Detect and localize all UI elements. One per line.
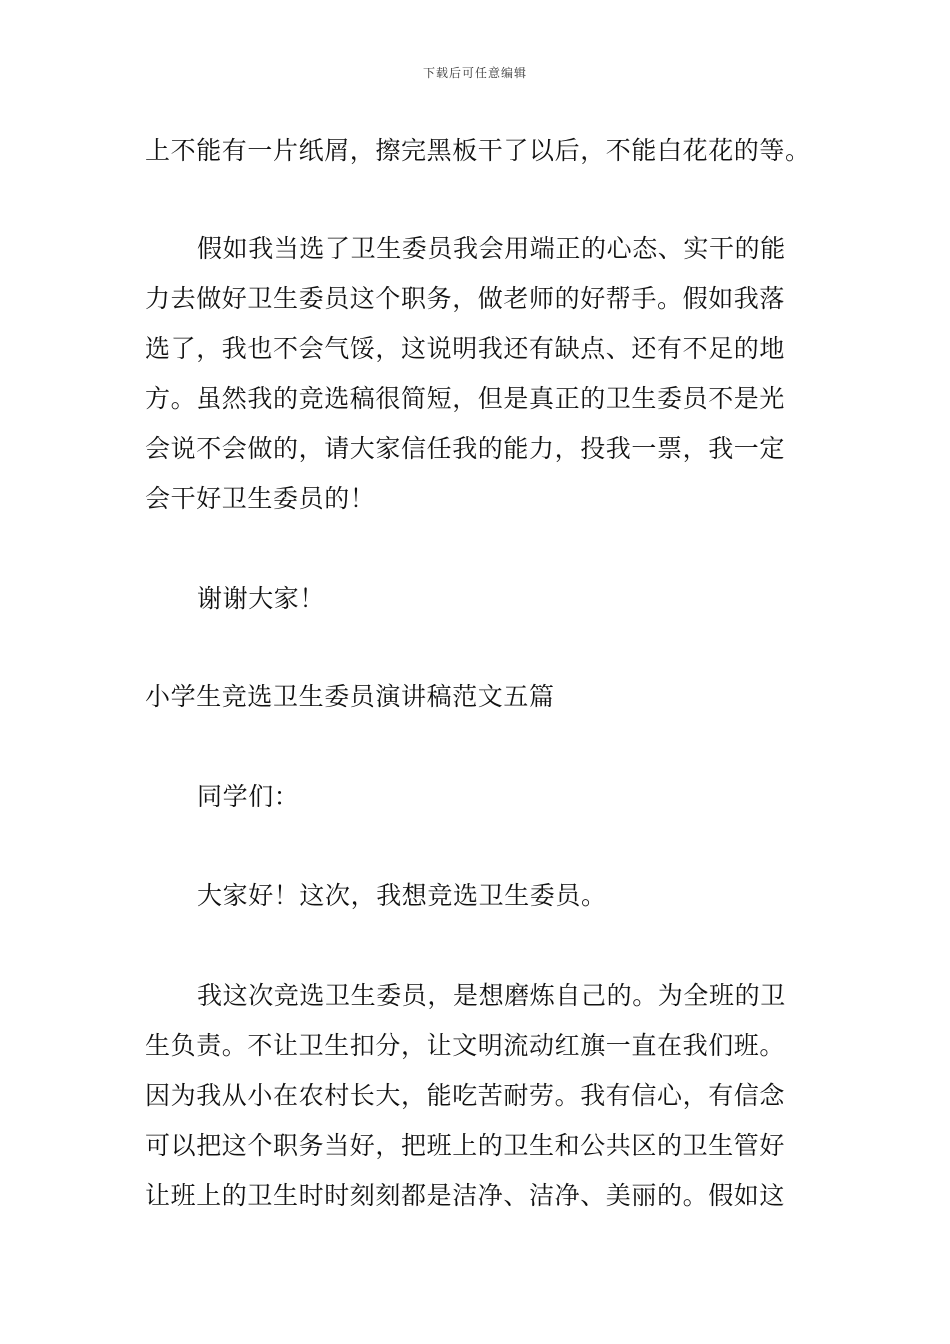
- text-line: 生负责。不让卫生扣分，让文明流动红旗一直在我们班。: [145, 1031, 786, 1060]
- text-line: 方。虽然我的竞选稿很简短，但是真正的卫生委员不是光: [145, 384, 786, 413]
- header-note: 下载后可任意编辑: [422, 66, 527, 80]
- text-line: 谢谢大家！: [197, 584, 326, 613]
- text-line: 假如我当选了卫生委员我会用端正的心态、实干的能: [197, 234, 786, 263]
- section-title-text: 小学生竞选卫生委员演讲稿范文五篇: [145, 682, 555, 711]
- text-line: 会干好卫生委员的！: [145, 484, 376, 513]
- text-line: 力去做好卫生委员这个职务，做老师的好帮手。假如我落: [145, 284, 786, 313]
- text-line: 会说不会做的，请大家信任我的能力，投我一票，我一定: [145, 434, 786, 463]
- paragraph-1: [145, 126, 810, 176]
- text-line: 让班上的卫生时时刻刻都是洁净、洁净、美丽的。假如这: [145, 1181, 786, 1210]
- paragraph-5: [145, 871, 810, 921]
- text-line: 选了，我也不会气馁，这说明我还有缺点、还有不足的地: [145, 334, 786, 363]
- paragraph-4: [145, 772, 810, 822]
- paragraph-3: [145, 574, 810, 624]
- text-line: 上不能有一片纸屑，擦完黑板干了以后，不能白花花的等。: [145, 136, 811, 165]
- text-line: 大家好！这次，我想竞选卫生委员。: [197, 881, 607, 910]
- text-line: 同学们：: [197, 782, 300, 811]
- paragraph-6: [145, 971, 810, 1221]
- text-line: 我这次竞选卫生委员，是想磨炼自己的。为全班的卫: [197, 981, 786, 1010]
- paragraph-2: [145, 224, 810, 524]
- text-line: 可以把这个职务当好，把班上的卫生和公共区的卫生管好: [145, 1131, 786, 1160]
- section-title: [145, 672, 810, 722]
- text-line: 因为我从小在农村长大，能吃苦耐劳。我有信心，有信念: [145, 1081, 786, 1110]
